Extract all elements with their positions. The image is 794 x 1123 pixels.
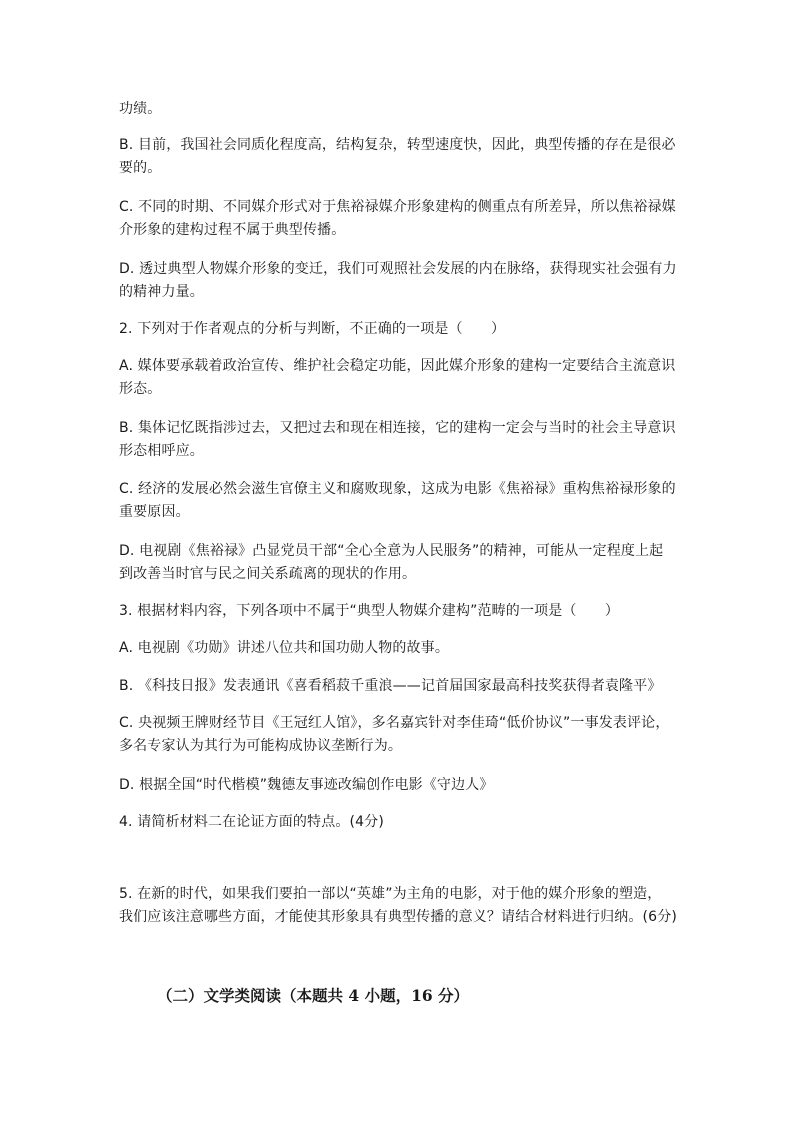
text-line: 介形象的建构过程不属于典型传播。 xyxy=(119,222,346,238)
option-b-line: B. 《科技日报》发表通讯《喜看稻菽千重浪——记首届国家最高科技奖获得者袁隆平》 xyxy=(119,678,662,694)
text-line: 我们应该注意哪些方面，才能使其形象具有典型传播的意义？请结合材料进行归纳。(6分) xyxy=(119,909,677,925)
question-3: 3. 根据材料内容，下列各项中不属于“典型人物媒介建构”范畴的一项是（ ） xyxy=(119,603,620,619)
option-c-line: C. 不同的时期、不同媒介形式对于焦裕禄媒介形象建构的侧重点有所差异，所以焦裕禄媒 xyxy=(119,199,676,215)
option-d-line: D. 根据全国“时代楷模”魏德友事迹改编创作电影《守边人》 xyxy=(119,777,494,793)
option-c-line: C. 经济的发展必然会滋生官僚主义和腐败现象，这成为电影《焦裕禄》重构焦裕禄形象的 xyxy=(119,481,676,497)
question-2: 2. 下列对于作者观点的分析与判断，不正确的一项是（ ） xyxy=(119,321,506,337)
option-d-line: D. 透过典型人物媒介形象的变迁，我们可观照社会发展的内在脉络，获得现实社会强有力 xyxy=(119,261,677,277)
option-b-line: B. 集体记忆既指涉过去，又把过去和现在相连接，它的建构一定会与当时的社会主导意识 xyxy=(119,420,676,436)
question-5: 5. 在新的时代，如果我们要拍一部以“英雄”为主角的电影，对于他的媒介形象的塑造， xyxy=(119,886,662,902)
text-line: 多名专家认为其行为可能构成协议垄断行为。 xyxy=(119,738,402,754)
text-line: 重要原因。 xyxy=(119,504,190,520)
option-b-line: B. 目前，我国社会同质化程度高，结构复杂，转型速度快，因此，典型传播的存在是很必 xyxy=(119,137,676,153)
question-4: 4. 请简析材料二在论证方面的特点。(4分) xyxy=(119,814,384,830)
text-line: 形态相呼应。 xyxy=(119,443,204,459)
option-a-line: A. 电视剧《功勋》讲述八位共和国功勋人物的故事。 xyxy=(119,640,449,656)
text-line: 要的。 xyxy=(119,160,162,176)
section-heading: （二）文学类阅读（本题共 4 小题，16 分） xyxy=(157,986,470,1005)
text-line: 形态。 xyxy=(119,381,162,397)
option-c-line: C. 央视频王牌财经节目《王冠红人馆》，多名嘉宾针对李佳琦“低价协议”一事发表评论， xyxy=(119,715,670,731)
text-line: 到改善当时官与民之间关系疏离的现状的作用。 xyxy=(119,566,417,582)
option-d-line: D. 电视剧《焦裕禄》凸显党员干部“全心全意为人民服务”的精神，可能从一定程度上起 xyxy=(119,543,664,559)
option-a-line: A. 媒体要承载着政治宣传、维护社会稳定功能，因此媒介形象的建构一定要结合主流意识 xyxy=(119,358,676,374)
text-line: 功绩。 xyxy=(119,101,162,117)
text-line: 的精神力量。 xyxy=(119,284,204,300)
